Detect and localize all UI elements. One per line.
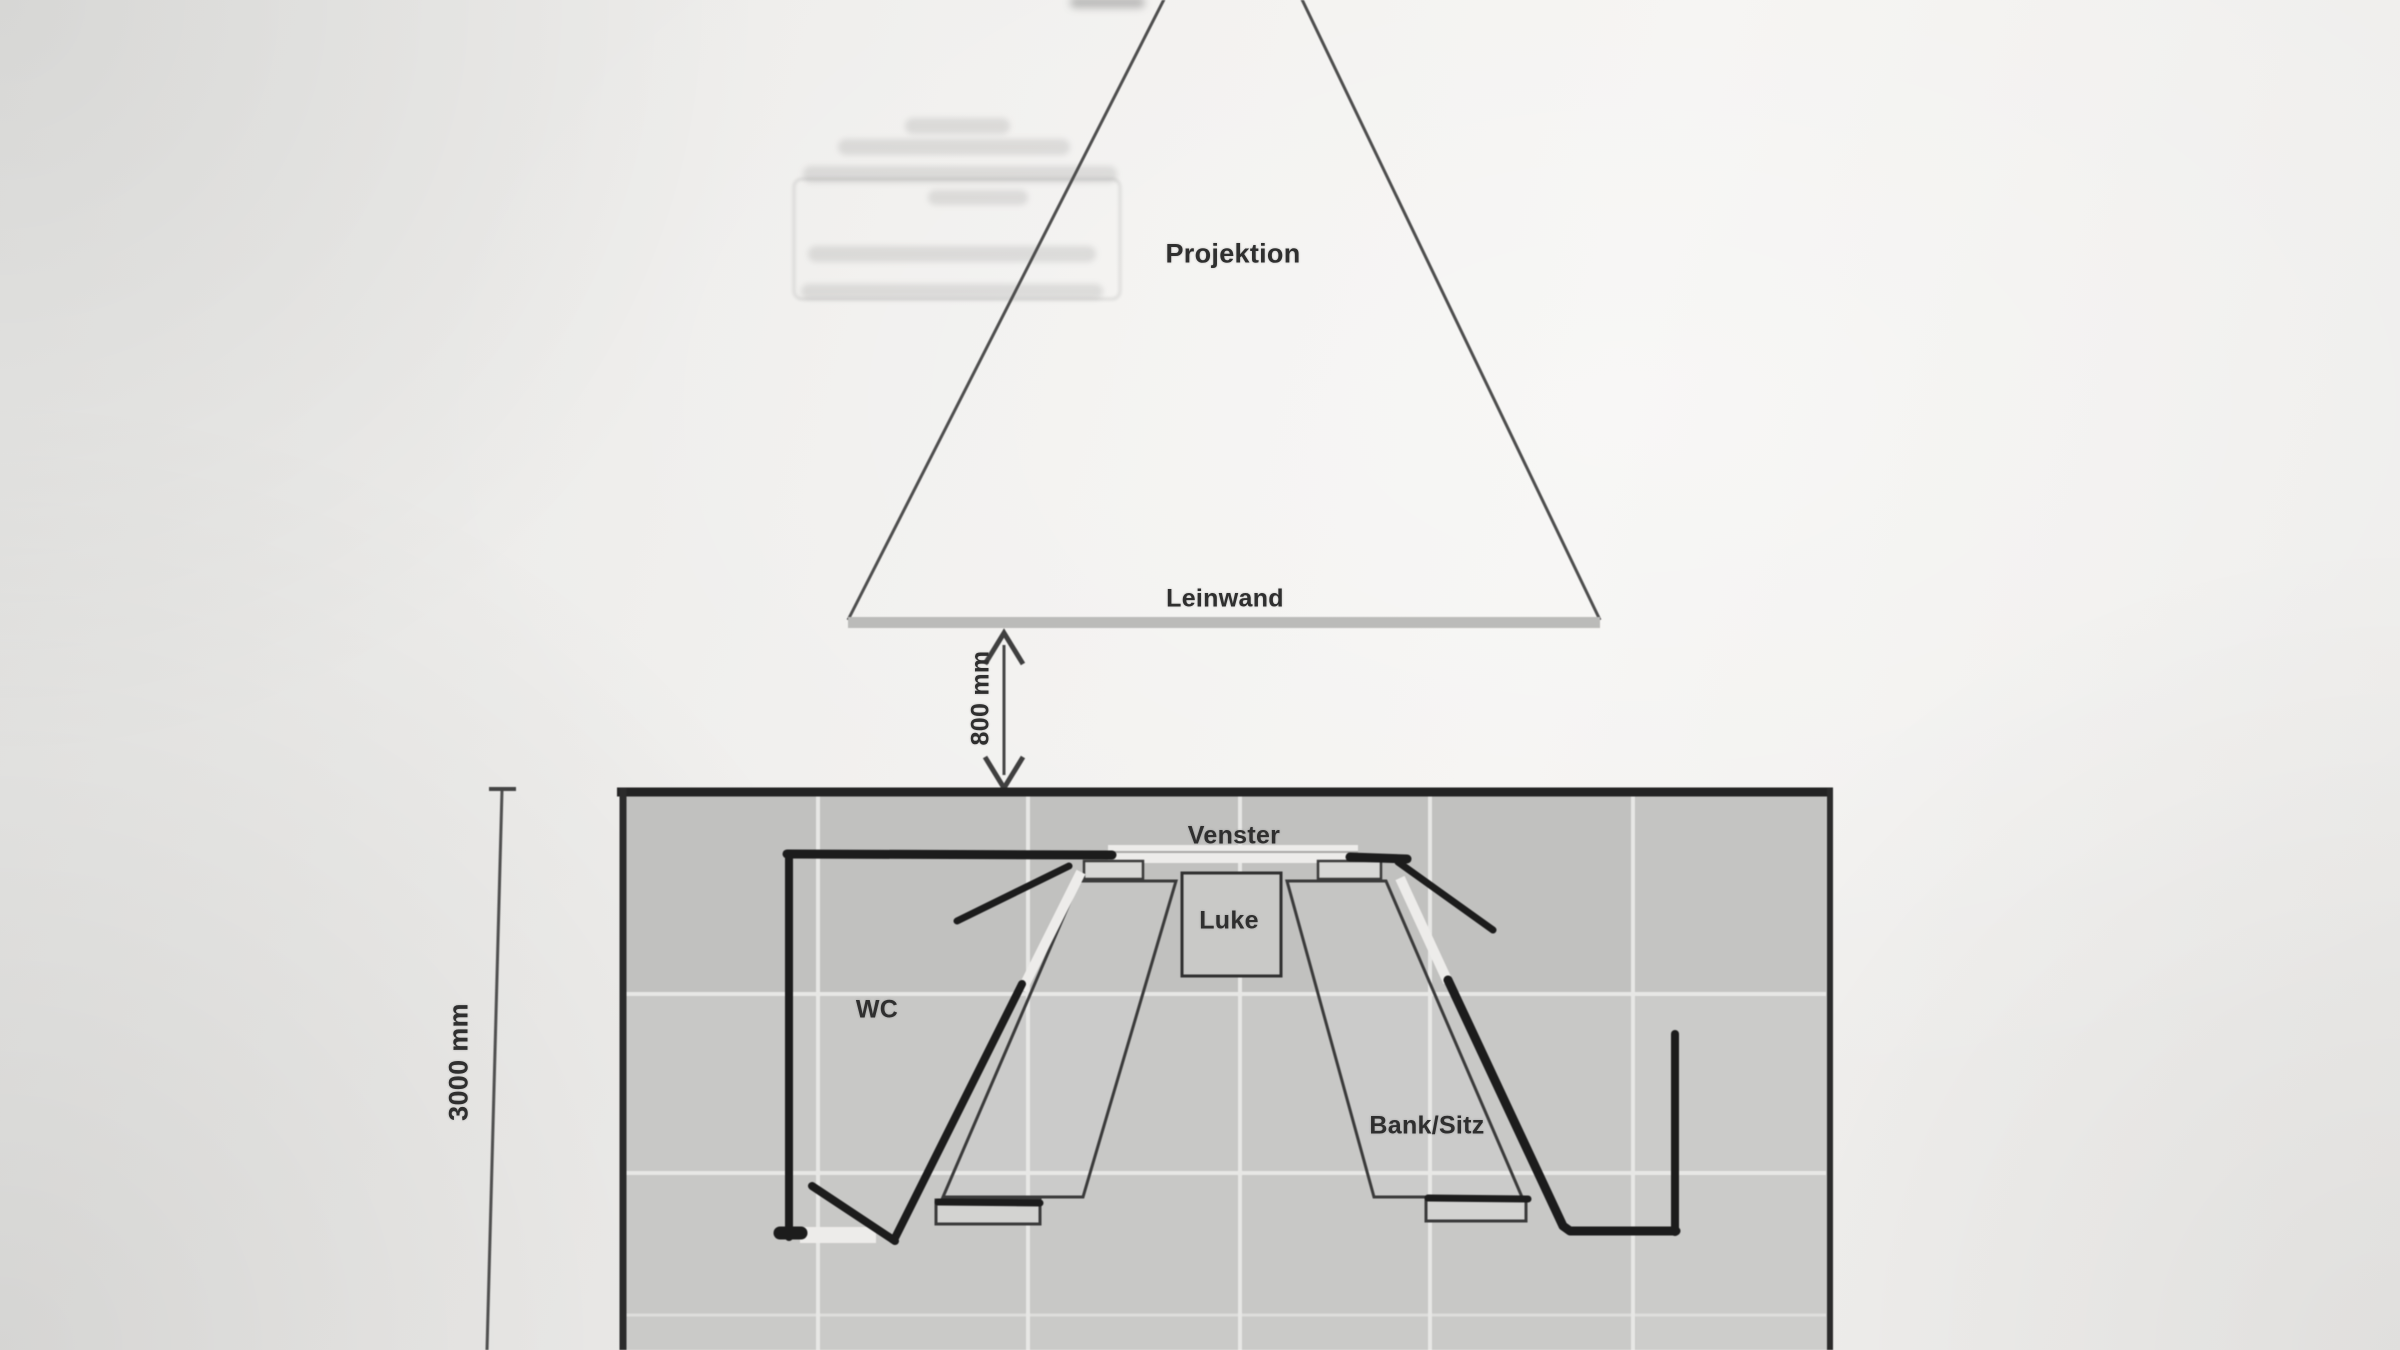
right-step-marker (1428, 1198, 1528, 1199)
floor-plan (617, 788, 1833, 1350)
label-3000mm: 3000 mm (443, 1003, 474, 1121)
label-luke: Luke (1199, 906, 1259, 935)
door-opening-whiteout (800, 1227, 876, 1243)
tile-shade (1636, 796, 1830, 1350)
screen-bar (848, 617, 1600, 628)
label-projektion: Projektion (1165, 238, 1301, 269)
label-800mm: 800 mm (966, 650, 995, 746)
tile-shade (626, 1315, 1826, 1350)
front-wall-marker (787, 854, 1112, 855)
label-bank-sitz: Bank/Sitz (1369, 1111, 1485, 1140)
label-leinwand: Leinwand (1166, 584, 1284, 613)
window-frame-right (1318, 861, 1381, 879)
label-venster: Venster (1187, 821, 1281, 850)
projection-cone-right-edge (1235, 0, 1600, 620)
window-frame-left (1084, 861, 1143, 879)
dimension-3000mm (487, 789, 516, 1350)
dimension-line-3000 (487, 790, 502, 1350)
projection-triangle (848, 0, 1600, 628)
projection-cone-left-edge (848, 0, 1235, 620)
label-wc: WC (855, 995, 899, 1024)
left-step-marker (938, 1202, 1040, 1203)
